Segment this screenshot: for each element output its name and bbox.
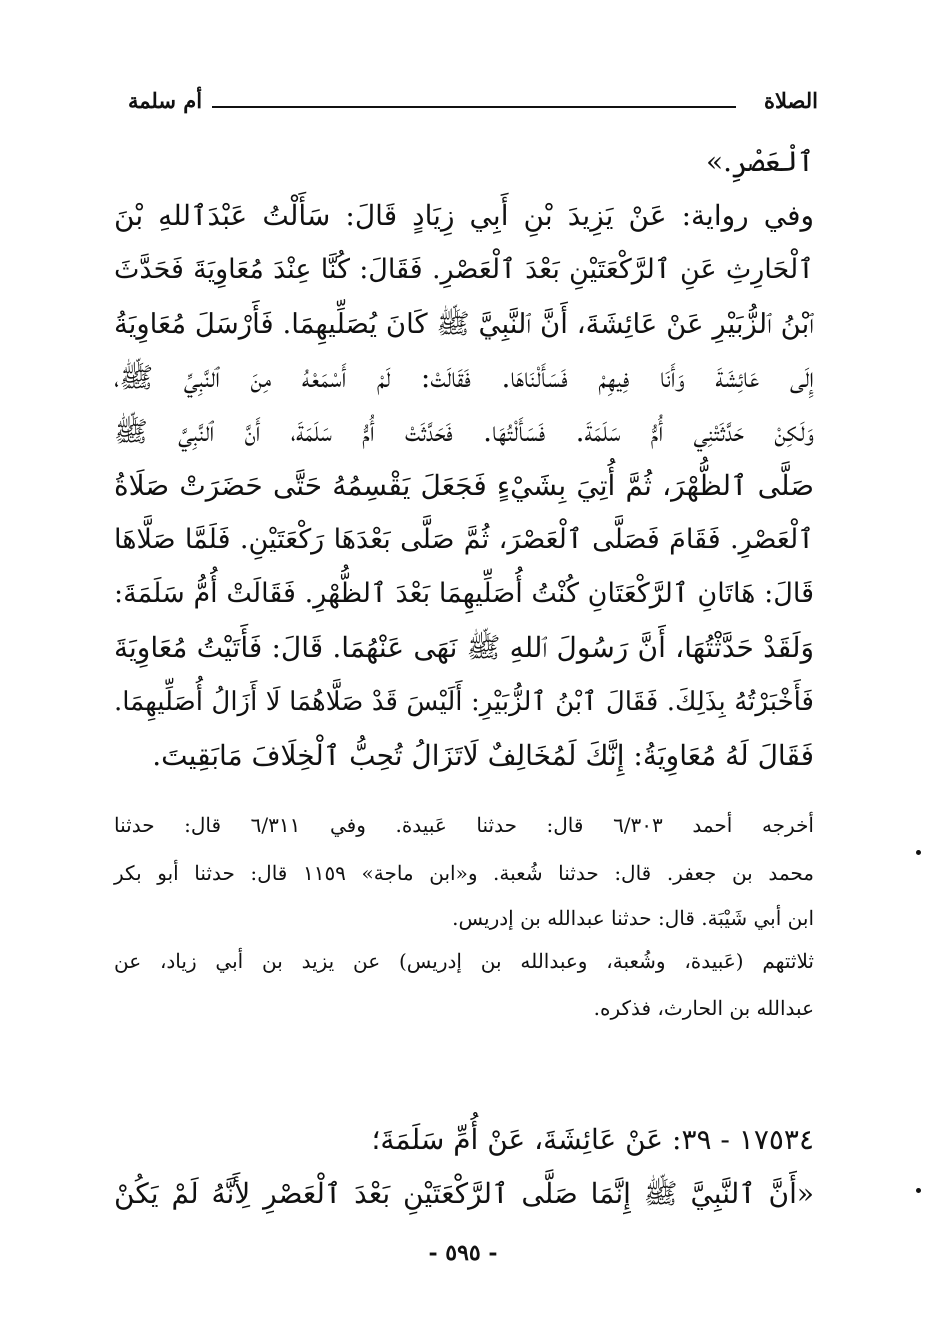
next-hadith-line: «أَنَّ ٱلنَّبِيَّ ﷺ إِنَّمَا صَلَّى ٱلرَّكْعَتَيْنِ بَعْدَ ٱلْعَصْرِ لِأَنَّهُ لَمْ يَكُنْ [114,1177,814,1210]
header-subject: أم سلمة [128,88,203,113]
footnote-line: ابن أبي شَيْبَة. قال: حدثنا عبدالله بن إدريس. [452,906,814,930]
hadith-line: فَأَخْبَرْتُهُ بِذَلِكَ. فَقَالَ ٱبْنُ ٱلزُّبَيْرِ: أَلَيْسَ قَدْ صَلَّاهُمَا لَا أَزَالُ أُصَلِّيهِمَا. [114,687,814,717]
header-rule [212,106,736,108]
scan-mark [916,1188,921,1193]
hadith-line: ٱلْعَصْرِ.» [705,145,814,178]
scan-mark [916,850,921,855]
footnote-line: ثلاثتهم (عَبيدة، وشُعبة، وعبدالله بن إدريس) عن يزيد بن أبي زياد، عن [114,949,814,973]
page-number: - ٥٩٥ - [428,1240,498,1266]
hadith-line: فَقَالَ لَهُ مُعَاوِيَةُ: إِنَّكَ لَمُخَالِفٌ لَاتَزَالُ تُحِبُّ ٱلْخِلَافَ مَابَقِيتَ. [152,739,814,772]
running-header [128,88,818,122]
header-section-title: الصلاة [764,88,818,113]
footnote-line: عبدالله بن الحارث، فذكره. [593,996,814,1020]
footnote-line: أخرجه أحمد ٦/٣٠٣ قال: حدثنا عَبيدة. وفي ٦/٣١١ قال: حدثنا [114,813,814,837]
next-hadith-heading: ١٧٥٣٤ - ٣٩: عَنْ عَائِشَةَ، عَنْ أُمِّ سَلَمَةَ؛ [371,1123,814,1156]
hadith-line: وفي رواية: عَنْ يَزِيدَ بْنِ أَبِي زِيَادٍ قَالَ: سَأَلْتُ عَبْدَٱللهِ بْنَ [114,199,814,232]
hadith-line: ٱلْحَارِثِ عَنِ ٱلرَّكْعَتَيْنِ بَعْدَ ٱلْعَصْرِ. فَقَالَ: كُنَّا عِنْدَ مُعَاوِيَةَ فَحَدَّثَ [114,254,814,285]
hadith-line: وَلَكِنْ حَدَّثَتْنِي أُمُّ سَلَمَةَ. فَسَأَلْتُهَا. فَحَدَّثَتْ أُمُّ سَلَمَةَ، أَنَّ ٱلنَّبِيَّ ﷺ [114,415,814,448]
hadith-line: ٱبْنُ ٱلزُّبَيْرِ عَنْ عَائِشَةَ، أَنَّ ٱلنَّبِيَّ ﷺ كَانَ يُصَلِّيهِمَا. فَأَرْسَلَ مُعَاوِيَةُ [114,308,814,340]
footnote-line: محمد بن جعفر. قال: حدثنا شُعبة. و«ابن ماجة» ١١٥٩ قال: حدثنا أبو بكر [114,861,815,885]
hadith-line: قَالَ: هَاتَانِ ٱلرَّكْعَتَانِ كُنْتُ أُصَلِّيهِمَا بَعْدَ ٱلظُّهْرِ. فَقَالَتْ أُمُّ سَلَمَةَ: [114,578,814,609]
hadith-line: صَلَّى ٱلظُّهْرَ، ثُمَّ أُتِيَ بِشَيْءٍ فَجَعَلَ يَقْسِمُهُ حَتَّى حَضَرَتْ صَلَاةُ [114,469,814,502]
hadith-line: إِلَى عَائِشَةَ وَأَنَا فِيهِمْ فَسَأَلْنَاهَا. فَقَالَتْ: لَمْ أَسْمَعْهُ مِنَ ٱلنَّبِيِّ ﷺ، [114,361,814,394]
hadith-line: ٱلْعَصْرِ. فَقَامَ فَصَلَّى ٱلْعَصْرَ، ثُمَّ صَلَّى بَعْدَهَا رَكْعَتَيْنِ. فَلَمَّا صَلَّاهَا [114,524,814,555]
hadith-line: وَلَقَدْ حَدَّثْتُهَا، أَنَّ رَسُولَ ٱللهِ ﷺ نَهَى عَنْهُمَا. قَالَ: فَأَتَيْتُ مُعَاوِيَةَ [114,631,814,664]
